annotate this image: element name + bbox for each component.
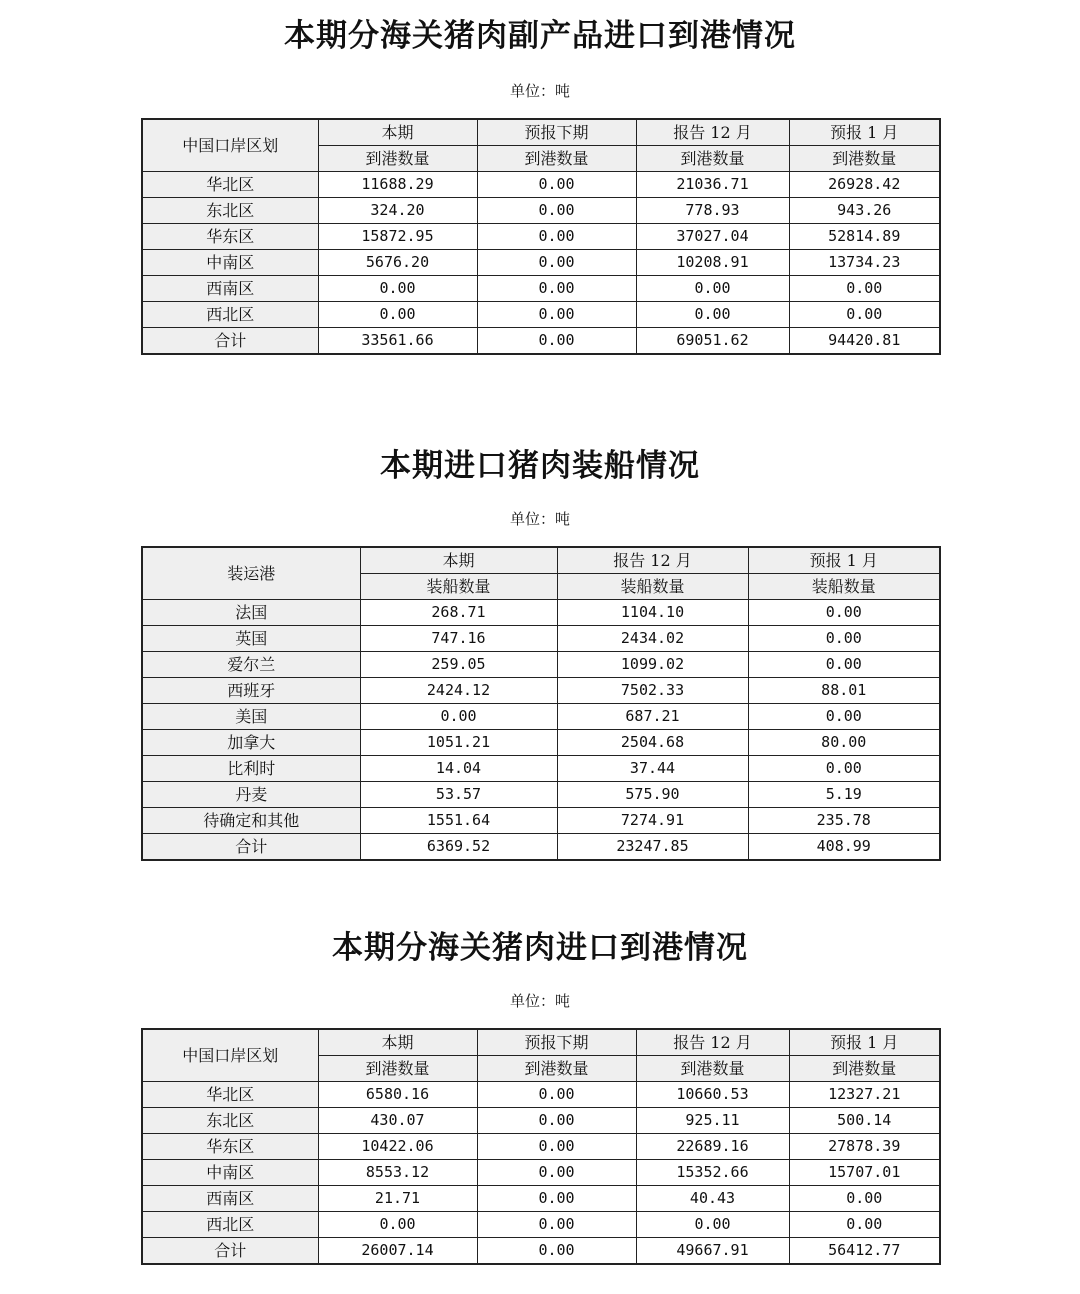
- table-cell: 0.00: [748, 704, 940, 730]
- table-cell: 0.00: [636, 1212, 789, 1238]
- table-row: [142, 250, 940, 276]
- table-cell: 0.00: [477, 1212, 636, 1238]
- column-header: 预报下期: [477, 1029, 636, 1056]
- table-row: [142, 600, 940, 626]
- row-label: 西南区: [142, 1186, 318, 1212]
- table-cell: 778.93: [636, 198, 789, 224]
- column-subheader: 装船数量: [360, 574, 557, 600]
- byproduct-arrivals-unit: 单位：吨: [509, 82, 570, 100]
- table-cell: 13734.23: [789, 250, 940, 276]
- table-cell: 0.00: [477, 1082, 636, 1108]
- table-cell: 500.14: [789, 1108, 940, 1134]
- pork-arrivals-table: [141, 1028, 941, 1265]
- table-cell: 11688.29: [318, 172, 477, 198]
- corner-header: 中国口岸区划: [142, 119, 318, 172]
- table-cell: 80.00: [748, 730, 940, 756]
- table-cell: 1551.64: [360, 808, 557, 834]
- row-label: 爱尔兰: [142, 652, 360, 678]
- table-row: [142, 808, 940, 834]
- row-label: 加拿大: [142, 730, 360, 756]
- column-subheader: 到港数量: [636, 1056, 789, 1082]
- column-subheader: 到港数量: [636, 146, 789, 172]
- row-label: 西北区: [142, 302, 318, 328]
- byproduct-arrivals-table: [141, 118, 941, 355]
- column-header: 报告 12 月: [636, 1029, 789, 1056]
- table-cell: 22689.16: [636, 1134, 789, 1160]
- table-row: [142, 1160, 940, 1186]
- table-cell: 0.00: [477, 198, 636, 224]
- column-subheader: 到港数量: [477, 1056, 636, 1082]
- row-label: 合计: [142, 834, 360, 861]
- table-cell: 2434.02: [557, 626, 748, 652]
- total-row: [142, 1238, 940, 1265]
- row-label: 华东区: [142, 1134, 318, 1160]
- row-label: 美国: [142, 704, 360, 730]
- table-row: [142, 1082, 940, 1108]
- table-row: [142, 626, 940, 652]
- table-cell: 10208.91: [636, 250, 789, 276]
- column-subheader: 到港数量: [789, 1056, 940, 1082]
- column-header: 预报 1 月: [789, 1029, 940, 1056]
- row-label: 比利时: [142, 756, 360, 782]
- table-cell: 2504.68: [557, 730, 748, 756]
- table-cell: 5676.20: [318, 250, 477, 276]
- pork-shipments-table: [141, 546, 941, 861]
- table-cell: 0.00: [477, 1134, 636, 1160]
- column-header: 报告 12 月: [557, 547, 748, 574]
- table-cell: 925.11: [636, 1108, 789, 1134]
- corner-header: 中国口岸区划: [142, 1029, 318, 1082]
- table-cell: 259.05: [360, 652, 557, 678]
- table-cell: 0.00: [477, 250, 636, 276]
- table-cell: 0.00: [318, 302, 477, 328]
- row-label: 中南区: [142, 250, 318, 276]
- table-cell: 0.00: [477, 1238, 636, 1265]
- table-cell: 0.00: [789, 1212, 940, 1238]
- table-cell: 0.00: [318, 276, 477, 302]
- table-row: [142, 302, 940, 328]
- total-row: [142, 328, 940, 355]
- table-cell: 2424.12: [360, 678, 557, 704]
- table-cell: 0.00: [360, 704, 557, 730]
- table-cell: 88.01: [748, 678, 940, 704]
- row-label: 中南区: [142, 1160, 318, 1186]
- row-label: 丹麦: [142, 782, 360, 808]
- row-label: 合计: [142, 328, 318, 355]
- column-subheader: 装船数量: [748, 574, 940, 600]
- pork-shipments-title: 本期进口猪肉装船情况: [380, 448, 700, 484]
- table-cell: 687.21: [557, 704, 748, 730]
- row-label: 待确定和其他: [142, 808, 360, 834]
- column-subheader: 到港数量: [318, 1056, 477, 1082]
- table-cell: 0.00: [789, 302, 940, 328]
- table-cell: 23247.85: [557, 834, 748, 861]
- table-row: [142, 678, 940, 704]
- column-header: 预报下期: [477, 119, 636, 146]
- column-header: 本期: [318, 119, 477, 146]
- table-cell: 430.07: [318, 1108, 477, 1134]
- table-cell: 94420.81: [789, 328, 940, 355]
- table-cell: 21.71: [318, 1186, 477, 1212]
- table-cell: 235.78: [748, 808, 940, 834]
- table-cell: 40.43: [636, 1186, 789, 1212]
- table-cell: 6580.16: [318, 1082, 477, 1108]
- row-label: 英国: [142, 626, 360, 652]
- pork-shipments-unit: 单位：吨: [509, 510, 570, 528]
- table-cell: 1051.21: [360, 730, 557, 756]
- table-row: [142, 652, 940, 678]
- table-cell: 0.00: [318, 1212, 477, 1238]
- table-cell: 27878.39: [789, 1134, 940, 1160]
- column-header: 本期: [318, 1029, 477, 1056]
- table-cell: 0.00: [477, 1160, 636, 1186]
- row-label: 合计: [142, 1238, 318, 1265]
- table-cell: 0.00: [748, 756, 940, 782]
- column-subheader: 装船数量: [557, 574, 748, 600]
- table-cell: 15352.66: [636, 1160, 789, 1186]
- table-cell: 15707.01: [789, 1160, 940, 1186]
- table-cell: 0.00: [477, 1186, 636, 1212]
- table-cell: 0.00: [477, 302, 636, 328]
- table-cell: 37027.04: [636, 224, 789, 250]
- table-row: [142, 276, 940, 302]
- row-label: 西北区: [142, 1212, 318, 1238]
- row-label: 法国: [142, 600, 360, 626]
- column-header: 报告 12 月: [636, 119, 789, 146]
- table-cell: 943.26: [789, 198, 940, 224]
- table-cell: 49667.91: [636, 1238, 789, 1265]
- table-row: [142, 198, 940, 224]
- table-cell: 0.00: [477, 224, 636, 250]
- table-cell: 0.00: [748, 600, 940, 626]
- row-label: 东北区: [142, 198, 318, 224]
- table-cell: 6369.52: [360, 834, 557, 861]
- table-cell: 14.04: [360, 756, 557, 782]
- table-cell: 0.00: [477, 1108, 636, 1134]
- table-cell: 324.20: [318, 198, 477, 224]
- total-row: [142, 834, 940, 861]
- table-cell: 575.90: [557, 782, 748, 808]
- table-row: [142, 1212, 940, 1238]
- table-cell: 0.00: [789, 276, 940, 302]
- corner-header: 装运港: [142, 547, 360, 600]
- table-cell: 1104.10: [557, 600, 748, 626]
- table-cell: 26928.42: [789, 172, 940, 198]
- pork-arrivals-title: 本期分海关猪肉进口到港情况: [332, 930, 748, 966]
- table-cell: 26007.14: [318, 1238, 477, 1265]
- table-cell: 1099.02: [557, 652, 748, 678]
- table-row: [142, 1134, 940, 1160]
- table-cell: 10660.53: [636, 1082, 789, 1108]
- table-cell: 37.44: [557, 756, 748, 782]
- table-row: [142, 1108, 940, 1134]
- table-cell: 7274.91: [557, 808, 748, 834]
- table-cell: 21036.71: [636, 172, 789, 198]
- table-cell: 0.00: [636, 276, 789, 302]
- table-cell: 52814.89: [789, 224, 940, 250]
- table-cell: 0.00: [636, 302, 789, 328]
- table-row: [142, 730, 940, 756]
- column-header: 预报 1 月: [748, 547, 940, 574]
- table-row: [142, 224, 940, 250]
- table-cell: 8553.12: [318, 1160, 477, 1186]
- table-cell: 33561.66: [318, 328, 477, 355]
- column-subheader: 到港数量: [477, 146, 636, 172]
- table-cell: 56412.77: [789, 1238, 940, 1265]
- table-row: [142, 756, 940, 782]
- column-subheader: 到港数量: [789, 146, 940, 172]
- table-cell: 10422.06: [318, 1134, 477, 1160]
- table-cell: 0.00: [789, 1186, 940, 1212]
- table-cell: 747.16: [360, 626, 557, 652]
- table-cell: 0.00: [748, 652, 940, 678]
- table-cell: 15872.95: [318, 224, 477, 250]
- table-cell: 0.00: [748, 626, 940, 652]
- pork-arrivals-unit: 单位：吨: [509, 992, 570, 1010]
- row-label: 华东区: [142, 224, 318, 250]
- table-cell: 12327.21: [789, 1082, 940, 1108]
- column-subheader: 到港数量: [318, 146, 477, 172]
- table-row: [142, 1186, 940, 1212]
- table-row: [142, 704, 940, 730]
- table-cell: 69051.62: [636, 328, 789, 355]
- row-label: 东北区: [142, 1108, 318, 1134]
- table-cell: 0.00: [477, 276, 636, 302]
- table-row: [142, 782, 940, 808]
- row-label: 西班牙: [142, 678, 360, 704]
- table-row: [142, 172, 940, 198]
- table-cell: 268.71: [360, 600, 557, 626]
- row-label: 西南区: [142, 276, 318, 302]
- table-cell: 0.00: [477, 172, 636, 198]
- column-header: 本期: [360, 547, 557, 574]
- column-header: 预报 1 月: [789, 119, 940, 146]
- table-cell: 53.57: [360, 782, 557, 808]
- byproduct-arrivals-title: 本期分海关猪肉副产品进口到港情况: [284, 18, 796, 54]
- table-cell: 0.00: [477, 328, 636, 355]
- table-cell: 408.99: [748, 834, 940, 861]
- row-label: 华北区: [142, 172, 318, 198]
- row-label: 华北区: [142, 1082, 318, 1108]
- table-cell: 5.19: [748, 782, 940, 808]
- table-cell: 7502.33: [557, 678, 748, 704]
